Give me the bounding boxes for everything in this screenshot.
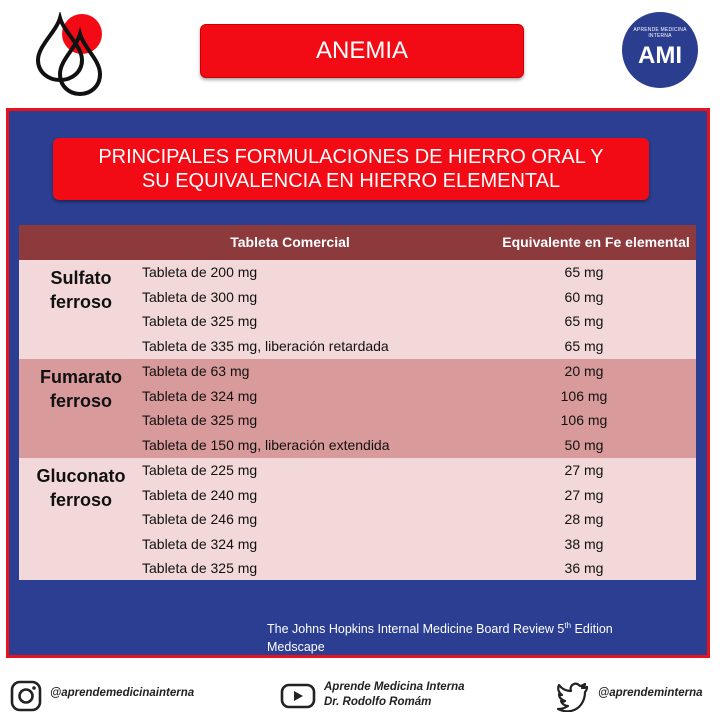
youtube-channel-author: Dr. Rodolfo Romám — [324, 696, 432, 708]
tablet-cell: Tableta de 240 mg — [142, 486, 258, 503]
tablet-cell: Tableta de 63 mg — [142, 363, 250, 379]
table-row — [19, 285, 696, 310]
table-row — [19, 384, 696, 409]
reference-text — [267, 617, 613, 656]
tablet-cell: Tableta de 150 mg, liberación extendida — [142, 436, 390, 453]
content-panel — [6, 108, 710, 658]
table-row — [19, 433, 696, 458]
table-row — [19, 556, 696, 581]
table-row — [19, 507, 696, 532]
fe-cell: 28 mg — [564, 511, 604, 528]
tablet-cell: Tableta de 225 mg — [142, 462, 258, 478]
tablet-cell: Tableta de 325 mg — [142, 412, 258, 429]
group-name-line-2: ferroso — [49, 391, 112, 411]
tablet-cell: Tableta de 324 mg — [142, 535, 258, 552]
group-gluconato — [19, 458, 696, 580]
footer-instagram[interactable] — [10, 676, 250, 716]
panel-heading — [53, 138, 649, 200]
table-row — [19, 483, 696, 508]
table-header — [19, 225, 696, 260]
group-name-line-2: ferroso — [49, 490, 112, 510]
tablet-cell: Tableta de 300 mg — [142, 288, 258, 305]
reference-superscript: th — [564, 621, 572, 630]
reference-line-1 — [267, 617, 613, 638]
group-name-line-1: Fumarato — [39, 367, 122, 387]
tablet-cell: Tableta de 324 mg — [142, 387, 258, 404]
table-row — [19, 260, 696, 285]
tablet-cell: Tableta de 325 mg — [142, 560, 258, 577]
table-row — [19, 334, 696, 359]
fe-cell: 65 mg — [564, 337, 604, 354]
group-name-line-1: Sulfato — [50, 268, 112, 288]
iron-table — [19, 225, 696, 580]
footer-youtube[interactable] — [280, 676, 510, 716]
blood-drops-logo-icon — [30, 12, 110, 98]
column-header-fe: Equivalente en Fe elemental — [502, 234, 690, 250]
reference-edition: Edition — [571, 622, 613, 637]
fe-cell: 65 mg — [564, 313, 604, 330]
twitter-icon — [556, 680, 590, 712]
ami-logo-badge — [622, 12, 698, 88]
fe-cell: 36 mg — [564, 560, 604, 577]
fe-cell: 27 mg — [564, 462, 604, 478]
group-name-line-1: Gluconato — [36, 466, 126, 486]
tablet-cell: Tableta de 335 mg, liberación retardada — [142, 337, 389, 354]
badge-subtext: APRENDE MEDICINA INTERNA — [633, 27, 687, 39]
fe-cell: 106 mg — [560, 412, 608, 429]
reference-title: The Johns Hopkins Internal Medicine Board Review 5 — [267, 622, 565, 637]
table-row — [19, 408, 696, 433]
fe-cell: 50 mg — [564, 436, 604, 453]
tablet-cell: Tableta de 325 mg — [142, 313, 258, 330]
table-row — [19, 532, 696, 557]
reference-line-2: Medscape — [267, 640, 325, 655]
page-title: ANEMIA — [200, 24, 524, 78]
heading-line-1: PRINCIPALES FORMULACIONES DE HIERRO ORAL Y — [98, 146, 604, 168]
instagram-icon — [10, 680, 42, 712]
fe-cell: 20 mg — [564, 363, 604, 379]
youtube-icon — [280, 680, 316, 712]
instagram-handle[interactable]: @aprendemedicinainterna — [50, 687, 195, 699]
footer-twitter[interactable] — [556, 676, 720, 716]
youtube-channel[interactable] — [324, 680, 465, 710]
group-fumarato — [19, 359, 696, 458]
group-name-line-2: ferroso — [49, 292, 112, 312]
column-header-tablet: Tableta Comercial — [230, 234, 350, 250]
table-row — [19, 309, 696, 334]
tablet-cell: Tableta de 200 mg — [142, 264, 258, 280]
fe-cell: 27 mg — [564, 486, 604, 503]
badge-text: AMI — [638, 42, 682, 69]
fe-cell: 106 mg — [560, 387, 608, 404]
fe-cell: 60 mg — [564, 288, 604, 305]
tablet-cell: Tableta de 246 mg — [142, 511, 258, 528]
table-row — [19, 458, 696, 483]
youtube-channel-name: Aprende Medicina Interna — [324, 681, 465, 693]
twitter-handle[interactable]: @aprendeminterna — [598, 687, 703, 699]
group-sulfato — [19, 260, 696, 359]
fe-cell: 38 mg — [564, 535, 604, 552]
heading-line-2: SU EQUIVALENCIA EN HIERRO ELEMENTAL — [141, 170, 561, 192]
fe-cell: 65 mg — [564, 264, 604, 280]
table-row — [19, 359, 696, 384]
